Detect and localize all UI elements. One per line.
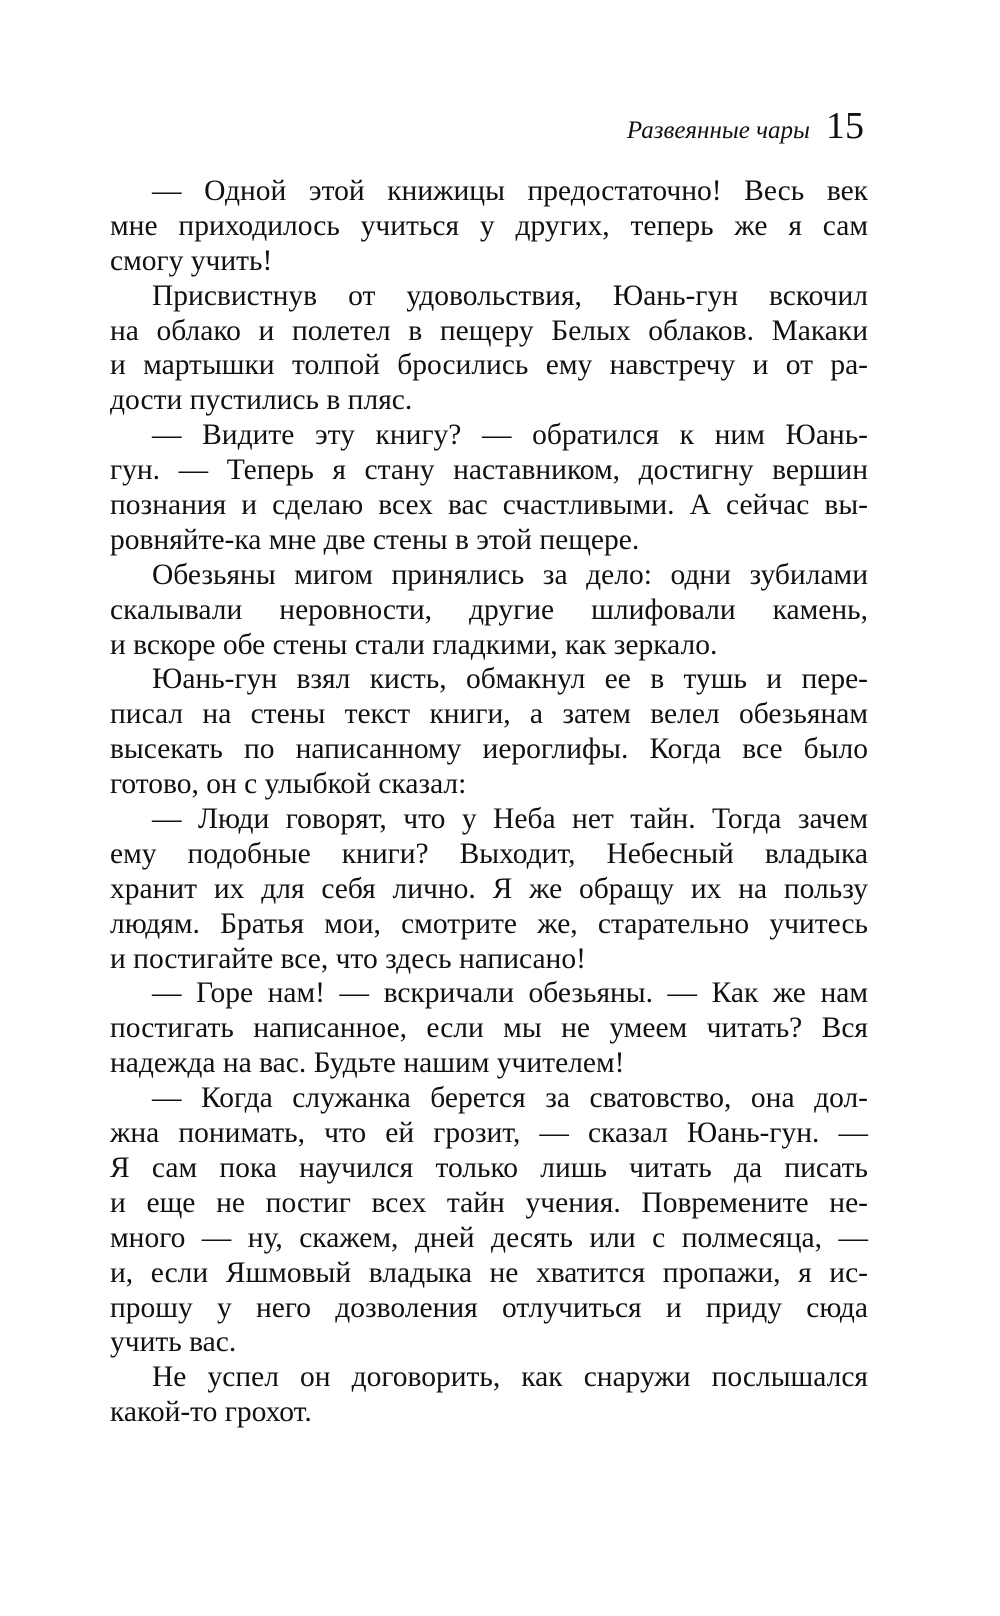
text-line: гун. — Теперь я стану наставником, достигну вершин xyxy=(110,454,868,487)
running-header-title: Развеянные чары xyxy=(626,117,810,144)
running-header xyxy=(627,104,864,148)
text-line: хранит их для себя лично. Я же обращу их на пользу xyxy=(110,872,868,905)
text-line: познания и сделаю всех вас счастливыми. А сейчас вы- xyxy=(110,489,868,522)
text-line: — Люди говорят, что у Неба нет тайн. Тогда зачем xyxy=(152,803,868,836)
text-line: Обезьяны мигом принялись за дело: одни зубилами xyxy=(152,558,868,591)
page-number: 15 xyxy=(826,105,864,147)
paragraph xyxy=(110,976,868,1081)
text-line: мне приходилось учиться у других, теперь же я сам xyxy=(110,209,868,242)
text-line: постигать написанное, если мы не умеем читать? Вся xyxy=(110,1012,868,1045)
text-line: ровняйте-ка мне две стены в этой пещере. xyxy=(110,523,640,556)
text-line: и, если Яшмовый владыка не хватится пропажи, я ис- xyxy=(110,1256,868,1289)
paragraph xyxy=(110,1081,868,1360)
text-line: людям. Братья мои, смотрите же, старательно учитесь xyxy=(110,907,868,940)
text-line: много — ну, скажем, дней десять или с полмесяца, — xyxy=(110,1221,868,1254)
text-line: и еще не постиг всех тайн учения. Повремените не- xyxy=(110,1186,868,1219)
text-line: скалывали неровности, другие шлифовали камень, xyxy=(110,593,868,626)
body-text xyxy=(110,174,868,1430)
text-line: Я сам пока научился только лишь читать да писать xyxy=(110,1151,868,1184)
paragraph xyxy=(110,418,868,558)
text-line: прошу у него дозволения отлучиться и приду сюда xyxy=(110,1291,868,1324)
text-line: на облако и полетел в пещеру Белых облаков. Макаки xyxy=(110,314,868,347)
text-line: и вскоре обе стены стали гладкими, как зеркало. xyxy=(110,628,718,661)
paragraph xyxy=(110,558,868,663)
paragraph xyxy=(110,802,868,976)
text-line: готово, он с улыбкой сказал: xyxy=(110,768,467,801)
text-line: ему подобные книги? Выходит, Небесный владыка xyxy=(110,837,868,870)
text-line: смогу учить! xyxy=(110,244,273,277)
text-line: какой-то грохот. xyxy=(110,1396,312,1429)
text-line: дости пустились в пляс. xyxy=(110,384,413,417)
text-line: и постигайте все, что здесь написано! xyxy=(110,942,586,975)
text-line: Юань-гун взял кисть, обмакнул ее в тушь и пере- xyxy=(152,663,868,696)
text-line: учить вас. xyxy=(110,1326,237,1359)
paragraph xyxy=(110,662,868,802)
text-line: жна понимать, что ей грозит, — сказал Юань-гун. — xyxy=(110,1117,868,1150)
text-line: высекать по написанному иероглифы. Когда все было xyxy=(110,733,868,766)
text-line: надежда на вас. Будьте нашим учителем! xyxy=(110,1047,625,1080)
paragraph xyxy=(110,279,868,419)
text-line: Не успел он договорить, как снаружи послышался xyxy=(152,1361,868,1394)
text-line: — Одной этой книжицы предостаточно! Весь век xyxy=(152,175,868,207)
text-line: — Видите эту книгу? — обратился к ним Юань- xyxy=(152,419,868,452)
text-line: и мартышки толпой бросились ему навстречу и от ра- xyxy=(110,349,868,382)
text-line: — Когда служанка берется за сватовство, она дол- xyxy=(152,1082,868,1115)
paragraph xyxy=(110,1360,868,1430)
text-line: писал на стены текст книги, а затем велел обезьянам xyxy=(110,698,868,731)
text-line: — Горе нам! — вскричали обезьяны. — Как же нам xyxy=(152,977,868,1010)
text-line: Присвистнув от удовольствия, Юань-гун вскочил xyxy=(152,279,868,312)
paragraph xyxy=(110,174,868,279)
